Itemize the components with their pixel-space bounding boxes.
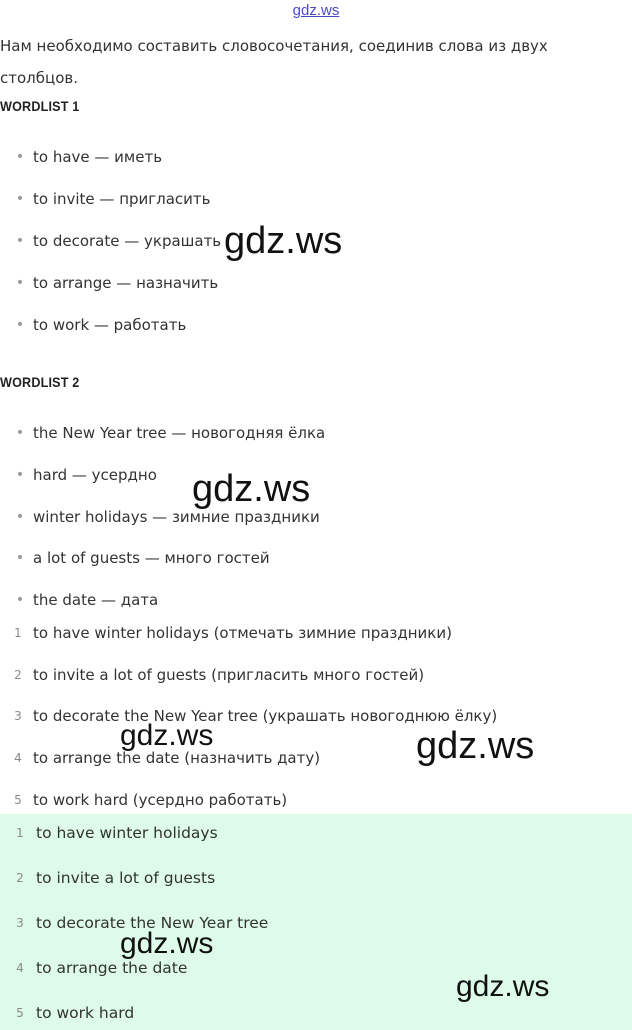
watermark: gdz.ws bbox=[416, 725, 535, 767]
item-number: 1 bbox=[14, 626, 22, 640]
item-text: to arrange — назначить bbox=[33, 274, 219, 292]
bullet-icon: • bbox=[15, 509, 25, 525]
bullet-icon: • bbox=[15, 149, 25, 165]
item-text: to arrange the date bbox=[36, 959, 188, 977]
wordlist-2-heading: WORDLIST 2 bbox=[0, 374, 80, 390]
item-text: to have winter holidays (отмечать зимние праздники) bbox=[33, 624, 452, 642]
bullet-icon: • bbox=[15, 467, 25, 483]
item-number: 3 bbox=[16, 916, 24, 930]
bullet-icon: • bbox=[15, 191, 25, 207]
item-text: to work hard bbox=[36, 1004, 135, 1022]
bullet-icon: • bbox=[15, 275, 25, 291]
item-text: to work hard (усердно работать) bbox=[33, 791, 288, 809]
item-text: the New Year tree — новогодняя ёлка bbox=[33, 424, 326, 442]
item-text: to invite a lot of guests (пригласить много гостей) bbox=[33, 666, 425, 684]
watermark: gdz.ws bbox=[224, 220, 343, 262]
item-number: 4 bbox=[16, 961, 24, 975]
item-number: 1 bbox=[16, 826, 24, 840]
item-number: 5 bbox=[14, 793, 22, 807]
item-text: a lot of guests — много гостей bbox=[33, 549, 270, 567]
watermark: gdz.ws bbox=[120, 719, 214, 752]
site-link[interactable]: gdz.ws bbox=[292, 2, 340, 19]
item-text: the date — дата bbox=[33, 591, 159, 609]
item-text: to have — иметь bbox=[33, 148, 163, 166]
item-text: winter holidays — зимние праздники bbox=[33, 508, 320, 526]
item-text: hard — усердно bbox=[33, 466, 157, 484]
bullet-icon: • bbox=[15, 550, 25, 566]
item-text: to decorate the New Year tree (украшать новогоднюю ёлку) bbox=[33, 707, 498, 725]
item-text: to decorate the New Year tree bbox=[36, 914, 269, 932]
intro-text: Нам необходимо составить словосочетания, соединив слова из двух столбцов. bbox=[0, 37, 548, 87]
watermark: gdz.ws bbox=[120, 927, 214, 960]
item-text: to invite — пригласить bbox=[33, 190, 211, 208]
bullet-icon: • bbox=[15, 425, 25, 441]
item-number: 2 bbox=[14, 668, 22, 682]
bullet-icon: • bbox=[15, 233, 25, 249]
bullet-icon: • bbox=[15, 592, 25, 608]
watermark: gdz.ws bbox=[192, 468, 311, 510]
item-text: to invite a lot of guests bbox=[36, 869, 216, 887]
item-text: to work — работать bbox=[33, 316, 187, 334]
item-number: 5 bbox=[16, 1006, 24, 1020]
bullet-icon: • bbox=[15, 317, 25, 333]
item-text: to decorate — украшать bbox=[33, 232, 222, 250]
watermark: gdz.ws bbox=[456, 970, 550, 1003]
item-number: 2 bbox=[16, 871, 24, 885]
wordlist-1-heading: WORDLIST 1 bbox=[0, 98, 80, 114]
item-number: 4 bbox=[14, 751, 22, 765]
item-text: to arrange the date (назначить дату) bbox=[33, 749, 321, 767]
item-text: to have winter holidays bbox=[36, 824, 218, 842]
item-number: 3 bbox=[14, 709, 22, 723]
